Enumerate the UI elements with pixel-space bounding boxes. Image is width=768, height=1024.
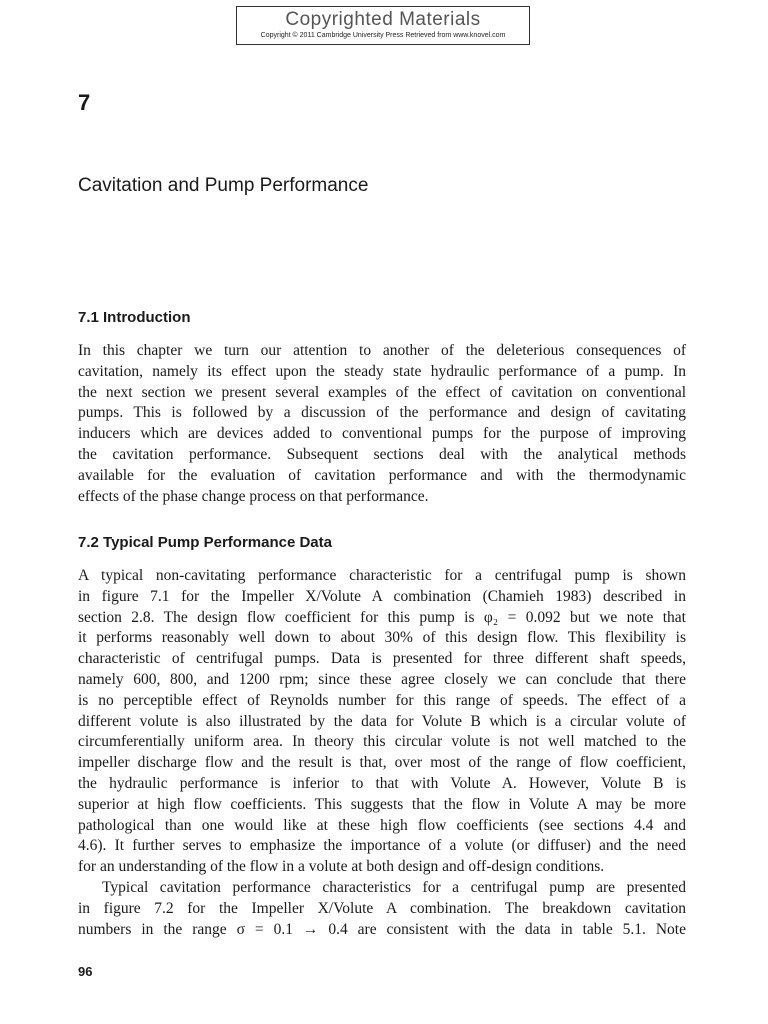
text-line: effects of the phase change process on that performance. (78, 487, 429, 505)
text-line: pumps. This is followed by a discussion of the performance and design of cavitating (78, 404, 686, 422)
page-number: 96 (78, 964, 93, 979)
text-line: the hydraulic performance is inferior to that with Volute A. However, Volute B is (78, 774, 686, 792)
section-heading-pump-performance: 7.2 Typical Pump Performance Data (78, 534, 332, 551)
text-line: available for the evaluation of cavitation performance and with the thermodynamic (78, 466, 686, 484)
section-heading-introduction: 7.1 Introduction (78, 309, 191, 326)
text-line: impeller discharge flow and the result is that, over most of the range of flow coefficient, (78, 754, 686, 772)
text-line: pathological than one would like at these high flow coefficients (see sections 4.4 and (78, 816, 686, 834)
watermark-notice: Copyright © 2011 Cambridge University Press Retrieved from www.knovel.com (260, 32, 506, 39)
text-line: in figure 7.2 for the Impeller X/Volute A combination. The breakdown cavitation (78, 899, 686, 917)
text-line: In this chapter we turn our attention to another of the deleterious consequences of (78, 342, 686, 359)
text-line: namely 600, 800, and 1200 rpm; since these agree closely we can conclude that there (78, 670, 686, 688)
text-line: numbers in the range σ = 0.1 → 0.4 are consistent with the data in table 5.1. Note (78, 920, 686, 938)
text-line: the next section we present several examples of the effect of cavitation on conventional (78, 383, 686, 401)
chapter-number: 7 (78, 90, 91, 115)
paragraph-pump-performance (78, 566, 686, 940)
text-line: A typical non-cavitating performance characteristic for a centrifugal pump is shown (78, 567, 686, 584)
text-line: for an understanding of the flow in a volute at both design and off-design conditions. (78, 858, 605, 876)
text-line: the cavitation performance. Subsequent sections deal with the analytical methods (78, 445, 686, 463)
text-line: circumferentially uniform area. In theory this circular volute is not well matched to the (78, 733, 686, 751)
text-line: 4.6). It further serves to emphasize the importance of a volute (or diffuser) and the need (78, 837, 686, 855)
text-line: cavitation, namely its effect upon the steady state hydraulic performance of a pump. In (78, 362, 686, 380)
text-line: Typical cavitation performance characteristics for a centrifugal pump are presented (102, 878, 686, 896)
text-line: in figure 7.1 for the Impeller X/Volute A combination (Chamieh 1983) described in (78, 587, 686, 605)
text-line: characteristic of centrifugal pumps. Data is presented for three different shaft speeds, (78, 650, 686, 668)
paragraph-introduction (78, 341, 686, 507)
text-line: different volute is also illustrated by the data for Volute B which is a circular volute of (78, 712, 686, 730)
text-line: section 2.8. The design flow coefficient for this pump is φ₂ = 0.092 but we note that (78, 608, 686, 626)
text-line: superior at high flow coefficients. This suggests that the flow in Volute A may be more (78, 795, 686, 813)
watermark-title: Copyrighted Materials (285, 9, 481, 30)
chapter-title: Cavitation and Pump Performance (78, 175, 369, 196)
text-line: it performs reasonably well down to about 30% of this design flow. This flexibility is (78, 629, 686, 647)
copyright-watermark (236, 6, 530, 45)
text-line: inducers which are devices added to conventional pumps for the purpose of improving (78, 425, 686, 443)
text-line: is no perceptible effect of Reynolds number for this range of speeds. The effect of a (78, 691, 686, 709)
